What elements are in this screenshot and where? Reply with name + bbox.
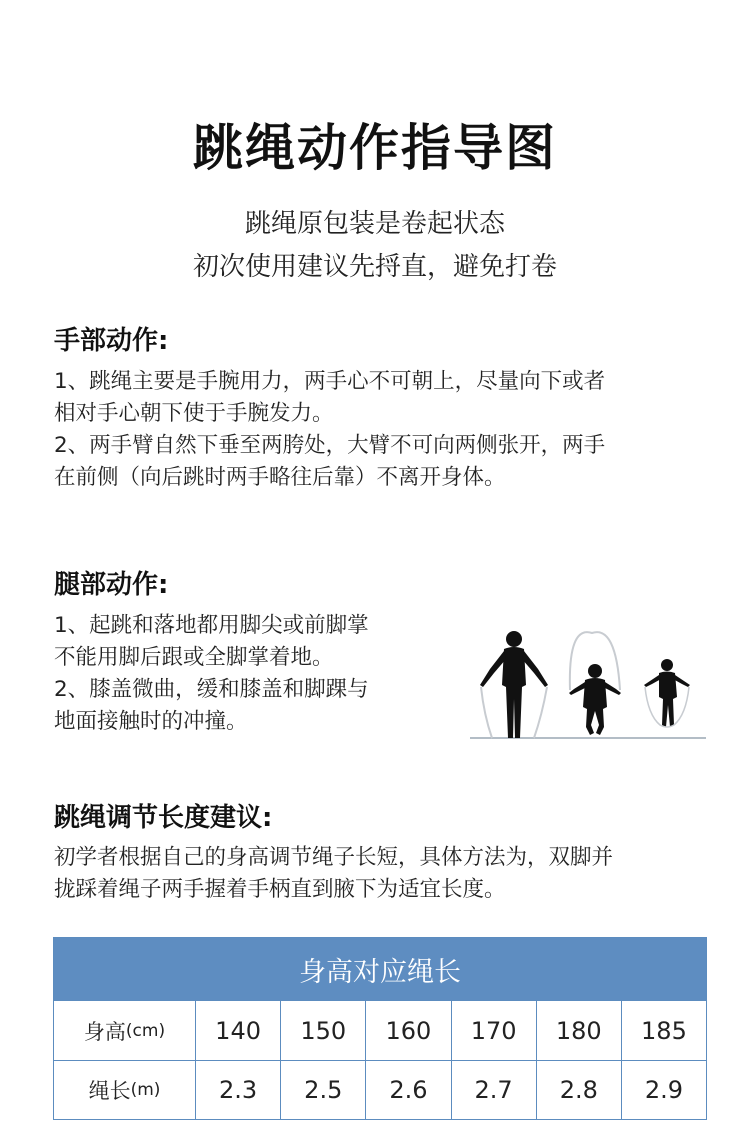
table-cell: 185 [641,1016,687,1045]
table-cell: 140 [196,1001,281,1060]
jumper-standing-figure [480,631,548,738]
adjust-line-2: 拢踩着绳子两手握着手柄直到腋下为适宜长度。 [54,877,506,902]
jump-rope-silhouettes-icon [468,615,708,745]
intro-line-2: 初次使用建议先捋直，避免打卷 [192,252,557,282]
leg-line-4: 地面接触时的冲撞。 [54,709,248,734]
table-cell: 2.6 [366,1061,451,1119]
row-label-length-unit: (m) [130,1080,161,1100]
adjust-section-heading: 跳绳调节长度建议: [54,803,273,833]
hand-line-3: 2、两手臂自然下垂至两胯处，大臂不可向两侧张开，两手 [54,433,606,458]
hand-line-1: 1、跳绳主要是手腕用力，两手心不可朝上，尽量向下或者 [54,369,606,394]
table-cell: 2.9 [644,1076,684,1104]
table-cell: 180 [537,1001,622,1060]
table-row-height [54,1000,706,1060]
table-cell: 2.3 [196,1061,281,1119]
table-header: 身高对应绳长 [54,938,706,1000]
row-label-height [54,1001,196,1060]
size-table [53,937,707,1120]
leg-section-heading: 腿部动作: [54,570,169,600]
table-cell: 2.5 [281,1061,366,1119]
table-cell: 2.8 [537,1061,622,1119]
table-row-length [54,1060,706,1119]
row-label-height-unit: (cm) [125,1020,166,1041]
row-label-height-text: 身高 [83,1019,126,1044]
hand-section-text [54,366,605,494]
hand-section-heading: 手部动作: [54,326,169,356]
jumper-small-figure [644,659,690,727]
adjust-section-text [54,842,613,906]
leg-section-text [54,610,369,738]
table-cell: 2.7 [452,1061,537,1119]
hand-line-2: 相对手心朝下使于手腕发力。 [54,401,334,426]
adjust-line-1: 初学者根据自己的身高调节绳子长短，具体方法为，双脚并 [54,845,614,870]
leg-line-3: 2、膝盖微曲，缓和膝盖和脚踝与 [54,677,369,702]
row-label-length [54,1061,196,1119]
row-label-length-text: 绳长 [88,1079,131,1103]
page-title: 跳绳动作指导图 [193,119,557,177]
table-cell: 170 [452,1001,537,1060]
table-cell: 150 [281,1001,366,1060]
leg-line-2: 不能用脚后跟或全脚掌着地。 [54,645,334,670]
hand-line-4: 在前侧（向后跳时两手略往后靠）不离开身体。 [54,465,506,490]
intro-line-1: 跳绳原包装是卷起状态 [244,209,505,239]
table-cell: 160 [366,1001,451,1060]
jumper-midair-figure [569,632,621,735]
leg-line-1: 1、起跳和落地都用脚尖或前脚掌 [54,613,369,638]
